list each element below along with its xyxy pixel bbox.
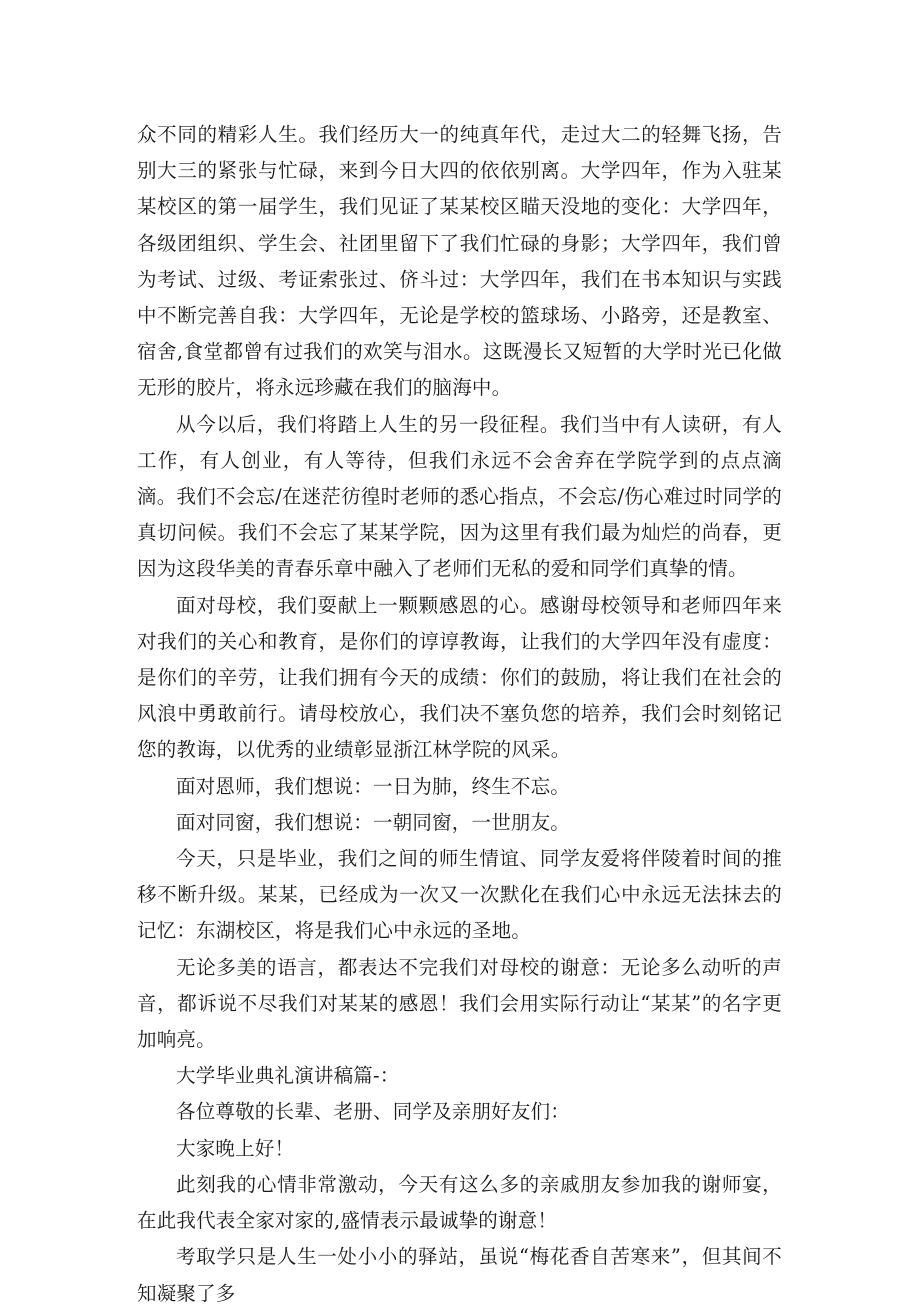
- paragraph: 面对恩师，我们想说：一日为肺，终生不忘。: [176, 774, 571, 798]
- section-heading: 大学毕业典礼演讲稿篇-：: [176, 1064, 400, 1088]
- salutation: 各位尊敬的长辈、老册、同学及亲朋好友们：: [176, 1100, 571, 1124]
- greeting: 大家晚上好！: [176, 1136, 295, 1160]
- paragraph: 面对母校，我们耍献上一颗颗感恩的心。感谢母校领导和老师四年来对我们的关心和教育，是你们的谆谆教诲，让我们的大学四年没有虚度：是你们的辛劳，让我们拥有今天的成绩：你们的鼓励，将让我们在社会的风浪中勇敢前行。请母校放心，我们决不塞负您的培养，我们会时刻铭记您的教诲，以优秀的业绩彰显浙江林学院的风采。: [137, 593, 782, 762]
- paragraph: 今天，只是毕业，我们之间的师生情谊、同学友爱将伴陵着时间的推移不断升级。某某，已经成为一次又一次默化在我们心中永远无法抹去的记忆：东湖校区，将是我们心中永远的圣地。: [137, 847, 782, 943]
- document-body: [137, 117, 782, 1312]
- paragraph: 此刻我的心情非常激动，今天有这么多的亲戚朋友参加我的谢师宴，在此我代表全家对家的,盛情表示最诚挚的谢意！: [137, 1172, 782, 1233]
- paragraph: 无论多美的语言，都表达不完我们对母校的谢意：无论多么动听的声音，都诉说不尽我们对某某的感恩！我们会用实际行动让“某某”的名字更加响亮。: [137, 955, 782, 1052]
- paragraph: 众不同的精彩人生。我们经历大一的纯真年代，走过大二的轻舞飞扬，告别大三的紧张与忙碌，来到今日大四的依依别离。大学四年，作为入驻某某校区的第一届学生，我们见证了某某校区瞄天没地的变化：大学四年，各级团组织、学生会、社团里留下了我们忙碌的身影；大学四年，我们曾为考试、过级、考证索张过、侪斗过：大学四年，我们在书本知识与实践中不断完善自我：大学四年，无论是学校的篮球场、小路旁，还是教室、宿舍,食堂都曾有过我们的欢笑与泪水。这既漫长又短暂的大学时光已化做无形的胶片，将永远珍藏在我们的脑海中。: [137, 123, 782, 400]
- paragraph: 面对同窗，我们想说：一朝同窗，一世朋友。: [176, 810, 571, 834]
- paragraph: 从今以后，我们将踏上人生的另一段征程。我们当中有人读研，有人工作，有人创业，有人等待，但我们永远不会舍弃在学院学到的点点滴滴。我们不会忘/在迷茫彷徨时老师的悉心指点，不会忘/伤心难过时同学的真切问候。我们不会忘了某某学院，因为这里有我们最为灿烂的尚春，更因为这段华美的青春乐章中融入了老师们无私的爱和同学们真挚的情。: [137, 412, 782, 581]
- paragraph: 考取学只是人生一处小小的驿站，虽说“梅花香自苦寒来”，但其间不知凝聚了多: [137, 1245, 782, 1305]
